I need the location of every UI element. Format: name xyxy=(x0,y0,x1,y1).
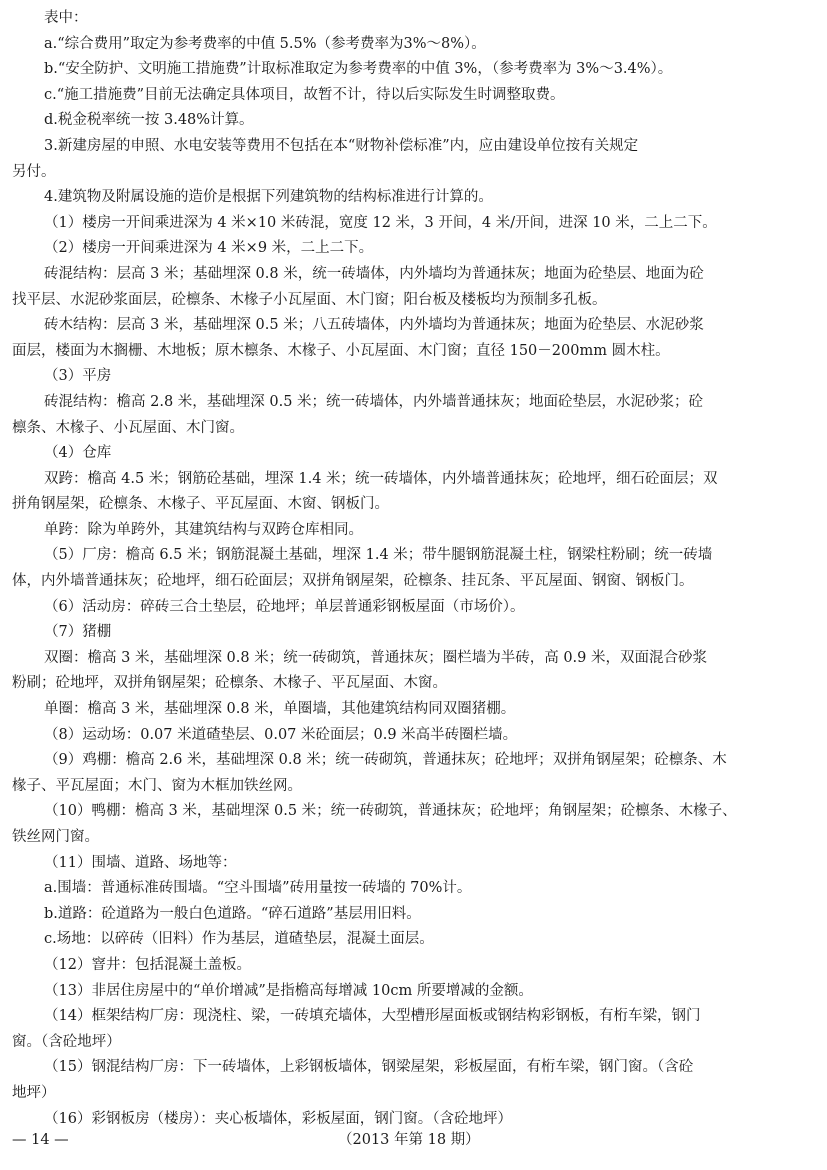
text-line: （12）窨井：包括混凝土盖板。 xyxy=(44,956,251,973)
issue-label: （2013 年第 18 期） xyxy=(338,1132,480,1148)
text-line: 单圈：檐高 3 米，基础埋深 0.8 米，单圈墙，其他建筑结构同双圈猪棚。 xyxy=(44,701,516,718)
text-line: 窗。（含砼地坪） xyxy=(12,1033,121,1050)
text-line: 找平层、水泥砂浆面层，砼檩条、木椽子小瓦屋面、木门窗；阳台板及楼板均为预制多孔板。 xyxy=(12,291,607,308)
text-line: c.“施工措施费”目前无法确定具体项目，故暂不计，待以后实际发生时调整取费。 xyxy=(44,86,565,103)
body-text xyxy=(0,6,827,1132)
text-line: （4）仓库 xyxy=(44,445,112,462)
text-line: 粉刷；砼地坪，双拼角钢屋架；砼檩条、木椽子、平瓦屋面、木窗。 xyxy=(12,675,447,692)
text-line: 另付。 xyxy=(12,163,56,180)
text-line: （6）活动房：碎砖三合土垫层，砼地坪；单层普通彩钢板屋面（市场价）。 xyxy=(44,598,525,615)
text-line: （11）围墙、道路、场地等： xyxy=(44,854,237,871)
text-line: b.“安全防护、文明施工措施费”计取标准取定为参考费率的中值 3%，（参考费率为 3%～3.4%）。 xyxy=(44,61,673,78)
text-line: 面层，楼面为木搁栅、木地板；原木檩条、木椽子、小瓦屋面、木门窗；直径 150－200mm 圆木柱。 xyxy=(12,342,670,359)
text-line: 拼角钢屋架，砼檩条、木椽子、平瓦屋面、木窗、钢板门。 xyxy=(12,496,389,513)
text-line: 砖混结构：檐高 2.8 米，基础埋深 0.5 米；统一砖墙体，内外墙普通抹灰；地面砼垫层，水泥砂浆；砼 xyxy=(44,393,704,410)
text-line: 椽子、平瓦屋面；木门、窗为木框加铁丝网。 xyxy=(12,777,302,794)
text-line: a.围墙：普通标准砖围墙。“空斗围墙”砖用量按一砖墙的 70%计。 xyxy=(44,880,472,897)
text-line: 双圈：檐高 3 米，基础埋深 0.8 米；统一砖砌筑，普通抹灰；圈栏墙为半砖，高 0.9 米，双面混合砂浆 xyxy=(44,649,707,666)
text-line: d.税金税率统一按 3.48%计算。 xyxy=(44,112,254,129)
text-line: （9）鸡棚：檐高 2.6 米，基础埋深 0.8 米；统一砖砌筑，普通抹灰；砼地坪；双拼角钢屋架；砼檩条、木 xyxy=(44,752,727,769)
page-number: — 14 — xyxy=(12,1132,69,1148)
text-line: 砖木结构：层高 3 米，基础埋深 0.5 米；八五砖墙体，内外墙均为普通抹灰；地面为砼垫层、水泥砂浆 xyxy=(44,317,704,334)
text-line: 双跨：檐高 4.5 米；钢筋砼基础，埋深 1.4 米；统一砖墙体，内外墙普通抹灰；砼地坪，细石砼面层；双 xyxy=(44,470,718,487)
text-line: b.道路：砼道路为一般白色道路。“碎石道路”基层用旧料。 xyxy=(44,905,421,922)
text-line: a.“综合费用”取定为参考费率的中值 5.5%（参考费率为3%～8%）。 xyxy=(44,35,486,52)
text-line: （14）框架结构厂房：现浇柱、梁，一砖填充墙体，大型槽形屋面板或钢结构彩钢板，有桁车梁，钢门 xyxy=(44,1008,701,1025)
text-line: 地坪） xyxy=(12,1084,56,1101)
text-line: 铁丝网门窗。 xyxy=(12,829,99,845)
text-line: （3）平房 xyxy=(44,368,112,385)
text-line: c.场地：以碎砖（旧料）作为基层，道碴垫层，混凝土面层。 xyxy=(44,931,434,948)
text-line: （8）运动场：0.07 米道碴垫层、0.07 米砼面层；0.9 米高半砖圈栏墙。 xyxy=(44,726,518,743)
page-footer xyxy=(0,1128,827,1152)
text-line: （16）彩钢板房（楼房）：夹心板墙体，彩板屋面，钢门窗。（含砼地坪） xyxy=(44,1110,512,1127)
text-line: （7）猪棚 xyxy=(44,624,112,641)
text-line: （13）非居住房屋中的“单价增减”是指檐高每增减 10cm 所要增减的金额。 xyxy=(44,982,533,999)
text-line: （10）鸭棚：檐高 3 米，基础埋深 0.5 米；统一砖砌筑，普通抹灰；砼地坪；角钢屋架；砼檩条、木椽子、 xyxy=(44,803,737,820)
text-line: 砖混结构：层高 3 米；基础埋深 0.8 米，统一砖墙体，内外墙均为普通抹灰；地面为砼垫层、地面为砼 xyxy=(44,265,704,282)
text-line: 檩条、木椽子、小瓦屋面、木门窗。 xyxy=(12,419,244,436)
text-line: 单跨：除为单跨外，其建筑结构与双跨仓库相同。 xyxy=(44,521,363,538)
text-line: （5）厂房：檐高 6.5 米；钢筋混凝土基础，埋深 1.4 米；带牛腿钢筋混凝土柱，钢梁柱粉刷；统一砖墙 xyxy=(44,547,713,564)
text-line: （15）钢混结构厂房：下一砖墙体，上彩钢板墙体，钢梁屋架，彩板屋面，有桁车梁，钢门窗。（含砼 xyxy=(44,1059,694,1076)
text-line: 3.新建房屋的申照、水电安装等费用不包括在本“财物补偿标准”内，应由建设单位按有关规定 xyxy=(44,137,639,154)
text-line: （1）楼房一开间乘进深为 4 米×10 米砖混，宽度 12 米，3 开间，4 米/开间，进深 10 米，二上二下。 xyxy=(44,214,717,231)
text-line: （2）楼房一开间乘进深为 4 米×9 米，二上二下。 xyxy=(44,240,374,257)
text-line: 4.建筑物及附属设施的造价是根据下列建筑物的结构标准进行计算的。 xyxy=(44,189,493,206)
text-line: 体，内外墙普通抹灰；砼地坪，细石砼面层；双拼角钢屋架，砼檩条、挂瓦条、平瓦屋面、钢窗、钢板门。 xyxy=(12,573,694,590)
text-line: 表中： xyxy=(44,10,88,26)
